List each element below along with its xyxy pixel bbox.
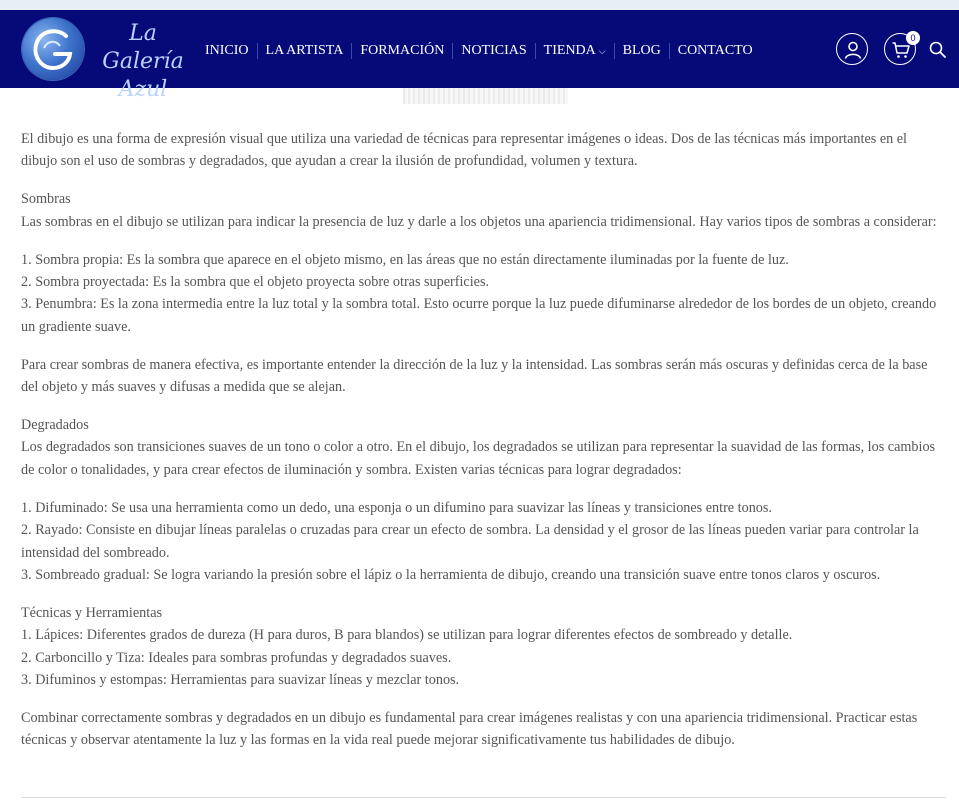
list-item: 3. Penumbra: Es la zona intermedia entre la luz total y la sombra total. Esto ocurre porque la luz puede difuminarse alrededor de los bordes de un objeto, creando un gradiente suave. <box>21 296 937 335</box>
site-header <box>0 10 959 102</box>
shadows-tip: Para crear sombras de manera efectiva, es importante entender la dirección de la luz y la intensidad. Las sombras serán más oscuras y definidas cerca de la base del objeto y más suaves y difusas a medida que se alejan. <box>21 356 928 396</box>
cart-count-badge: 0 <box>906 31 920 45</box>
nav-item-formacion[interactable]: FORMACIÓN <box>351 43 452 59</box>
logo-line-1: La Galería <box>102 21 184 74</box>
gradient-types-list <box>21 497 943 587</box>
nav-item-tienda[interactable] <box>535 43 614 59</box>
nav-item-contacto[interactable]: CONTACTO <box>669 43 761 59</box>
main-nav <box>205 41 761 61</box>
gradients-heading: Degradados <box>21 417 89 434</box>
user-icon <box>843 40 863 60</box>
nav-item-tienda-label: TIENDA <box>543 43 596 58</box>
list-item: 2. Sombra proyectada: Es la sombra que el objeto proyecta sobre otras superficies. <box>21 274 490 291</box>
top-strip <box>0 0 959 10</box>
shadows-heading: Sombras <box>21 191 71 208</box>
tools-section <box>21 602 943 692</box>
list-item: 1. Lápices: Diferentes grados de dureza (H para duros, B para blandos) se utilizan para lograr diferentes efectos de sombreado y detalle. <box>21 627 793 644</box>
list-item: 1. Difuminado: Se usa una herramienta como un dedo, una esponja o un difumino para suavizar las líneas y transiciones entre tonos. <box>21 499 772 516</box>
user-account-button[interactable] <box>836 33 868 65</box>
gradients-section <box>21 414 943 481</box>
gradients-text: Los degradados son transiciones suaves de un tono o color a otro. En el dibujo, los degradados se utilizan para representar la suavidad de las formas, los cambios de color o tonalidades, y para crear efectos de iluminación y sombra. Existen varias técnicas para lograr degradados: <box>21 439 936 478</box>
shadows-text: Las sombras en el dibujo se utilizan para indicar la presencia de luz y darle a los objetos una apariencia tridimensional. Hay varios tipos de sombras a considerar: <box>21 213 937 230</box>
logo-g-circle-icon[interactable] <box>22 18 84 80</box>
list-item: 2. Carboncillo y Tiza: Ideales para sombras profundas y degradados suaves. <box>21 649 452 666</box>
article-conclusion: Combinar correctamente sombras y degradados en un dibujo es fundamental para crear imágenes realistas y con una apariencia tridimensional. Practicar estas técnicas y observar atentamente la luz y las formas en la vida real puede mejorar significativamente tus habilidades de dibujo. <box>21 710 918 749</box>
list-item: 1. Sombra propia: Es la sombra que aparece en el objeto mismo, en las áreas que no están directamente iluminadas por la fuente de luz. <box>21 251 789 268</box>
chevron-down-icon: ⌵ <box>598 46 606 56</box>
nav-item-inicio[interactable]: INICIO <box>205 43 249 58</box>
article-content <box>21 128 943 767</box>
list-item: 2. Rayado: Consiste en dibujar líneas paralelas o cruzadas para crear un efecto de sombra. La densidad y el grosor de las líneas pueden variar para controlar la intensidad del sombreado. <box>21 522 919 561</box>
list-item: 3. Difuminos y estompas: Herramientas para suavizar líneas y mezclar tonos. <box>21 672 460 689</box>
tools-heading: Técnicas y Herramientas <box>21 604 163 621</box>
nav-item-la-artista[interactable]: LA ARTISTA <box>257 43 352 59</box>
article-image-remnant <box>403 88 568 104</box>
logo-line-2: Azul <box>118 77 168 102</box>
logo-text[interactable] <box>88 20 198 102</box>
footer-divider <box>21 797 946 798</box>
nav-item-blog[interactable]: BLOG <box>614 43 669 59</box>
nav-item-noticias[interactable]: NOTICIAS <box>452 43 534 59</box>
search-icon[interactable] <box>929 41 946 58</box>
cart-button[interactable] <box>884 33 916 65</box>
shadows-section <box>21 188 943 233</box>
article-intro: El dibujo es una forma de expresión visual que utiliza una variedad de técnicas para representar imágenes o ideas. Dos de las técnicas más importantes en el dibujo son el uso de sombras y degradados, que ayudan a crear la ilusión de profundidad, volumen y textura. <box>21 131 907 170</box>
shadow-types-list <box>21 249 943 339</box>
list-item: 3. Sombreado gradual: Se logra variando la presión sobre el lápiz o la herramienta de dibujo, creando una transición suave entre tonos claros y oscuros. <box>21 567 881 583</box>
